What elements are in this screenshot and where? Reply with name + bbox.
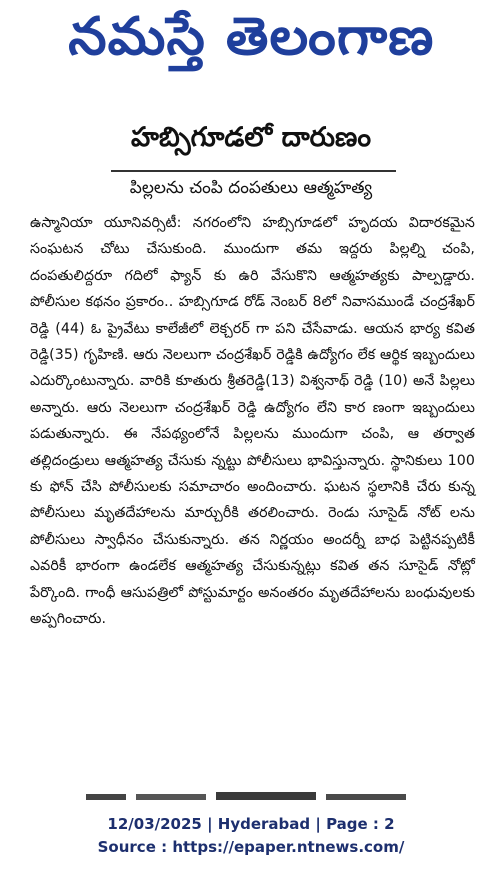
- news-clipping: [6, 92, 496, 800]
- article-subheadline: పిల్లలను చంపి దంపతులు ఆత్మహత్య: [129, 178, 373, 198]
- masthead-title: నమస్తే తెలంగాణ: [67, 6, 435, 67]
- article-headline: హబ్సిగూడలో దారుణం: [130, 122, 372, 153]
- next-article-headline-cut: [66, 786, 426, 800]
- cut-off-headline-icon: [66, 786, 426, 800]
- article-body: ఉస్మానియా యూనివర్సిటీ: నగరంలోని హబ్సిగూడలో హృదయ విదారకమైన సంఘటన చోటు చేసుకుంది. ముందుగా తమ ఇద్దరు పిల్లల్ని చంపి, దంపతులిద్దరూ గదిలో ఫ్యాన్ కు ఉరి వేసుకొని ఆత్మహత్యకు పాల్పడ్డారు. పోలీసుల కథనం ప్రకారం.. హబ్సిగూడ రోడ్ నెంబర్ 8లో నివాసముండే చంద్రశేఖర్ రెడ్డి (44) ఓ ప్రైవేటు కాలేజీలో లెక్చరర్ గా పని చేసేవాడు. ఆయన భార్య కవిత రెడ్డి(35) గృహిణి. ఆరు నెలలుగా చంద్రశేఖర్ రెడ్డికి ఉద్యోగం లేక ఆర్థిక ఇబ్బందులు ఎదుర్కొంటున్నారు. వారికి కూతురు శ్రీతరెడ్డి(13) విశ్వనాథ్ రెడ్డి (10) అనే పిల్లలు అన్నారు. ఆరు నెలలుగా చంద్రశేఖర్ రెడ్డి ఉద్యోగం లేని కార ణంగా ఇబ్బందులు పడుతున్నారు. ఈ నేపథ్యంలోనే పిల్లలను ముందుగా చంపి, ఆ తర్వాత తల్లిదండ్రులు ఆత్మహత్య చేసుకు న్నట్టు పోలీసులు భావిస్తున్నారు. స్థానికులు 100 కు ఫోన్ చేసి పోలీసులకు సమాచారం అందించారు. ఘటన స్థలానికి చేరు కున్న పోలీసులు మృతదేహాలను మార్చురీకి తరలించారు. రెండు సూసైడ్ నోట్ లను పోలీసులు స్వాధీనం చేసుకున్నారు. తన నిర్ణయం అందర్నీ బాధ పెట్టినప్పటికీ ఎవరికీ భారంగా ఉండలేక ఆత్మహత్య చేసుకున్నట్లు కవిత తన సూసైడ్ నోట్లో పేర్కొంది. గాంధీ ఆసుపత్రిలో పోస్టుమార్టం అనంతరం మృతదేహాలను బంధువులకు అప్పగించారు.: [30, 215, 475, 628]
- headline-divider: [111, 170, 396, 172]
- footer-source-line[interactable]: Source : https://epaper.ntnews.com/: [97, 838, 405, 856]
- newspaper-masthead: [0, 0, 502, 86]
- footer-date-line: 12/03/2025 | Hyderabad | Page : 2: [107, 815, 395, 833]
